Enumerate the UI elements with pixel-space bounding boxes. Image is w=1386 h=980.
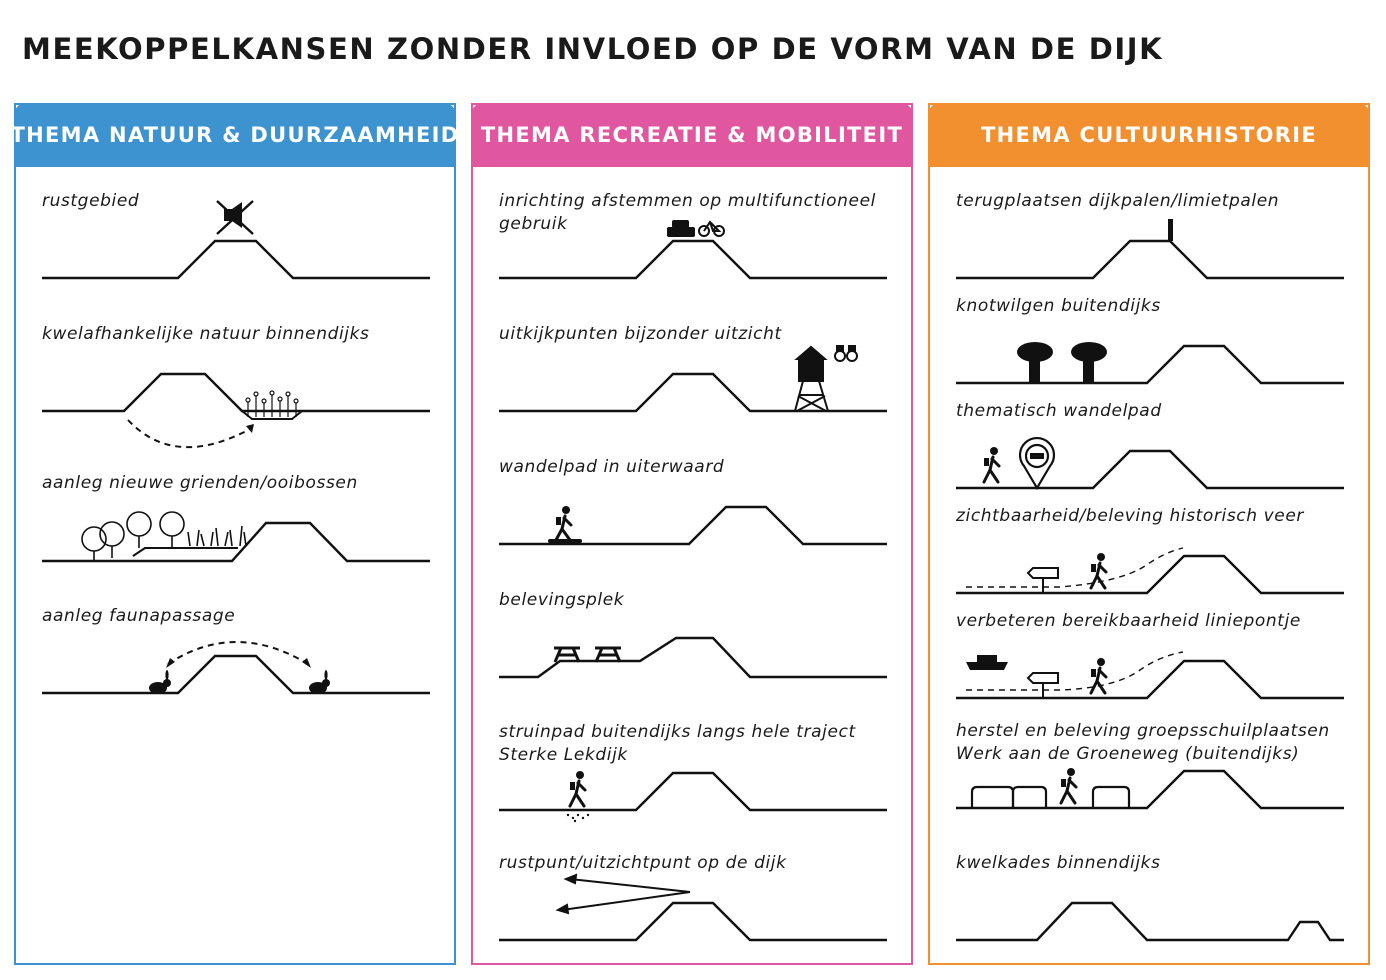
item-label: wandelpad in uiterwaard xyxy=(499,457,725,477)
item-label-line2: Werk aan de Groeneweg (buitendijks) xyxy=(956,744,1300,764)
item-label: terugplaatsen dijkpalen/limietpalen xyxy=(956,191,1280,211)
theme-heading-recreatie: THEMA RECREATIE & MOBILITEIT xyxy=(471,103,913,167)
item-label: kwelafhankelijke natuur binnendijks xyxy=(42,324,370,344)
theme-panel-natuur xyxy=(10,103,460,965)
item-label: zichtbaarheid/beleving historisch veer xyxy=(956,506,1304,526)
theme-panel-cultuurhistorie xyxy=(928,103,1370,965)
item-label: aanleg faunapassage xyxy=(42,606,236,626)
page-title: MEEKOPPELKANSEN ZONDER INVLOED OP DE VORM VAN DE DIJK xyxy=(22,32,1164,66)
item-label: rustpunt/uitzichtpunt op de dijk xyxy=(499,853,787,873)
item-label: knotwilgen buitendijks xyxy=(956,296,1161,316)
item-label: belevingsplek xyxy=(499,590,625,610)
item-label: inrichting afstemmen op multifunctioneel xyxy=(499,191,876,211)
item-label: struinpad buitendijks langs hele traject xyxy=(499,722,856,742)
item-label: thematisch wandelpad xyxy=(956,401,1162,421)
item-label: kwelkades binnendijks xyxy=(956,853,1161,873)
item-label: herstel en beleving groepsschuilplaatsen xyxy=(956,721,1330,741)
item-label-line2: gebruik xyxy=(499,214,568,234)
theme-heading-cultuurhistorie: THEMA CULTUURHISTORIE xyxy=(928,103,1370,167)
item-label: rustgebied xyxy=(42,191,140,211)
item-label-line2: Sterke Lekdijk xyxy=(499,745,628,765)
item-label: uitkijkpunten bijzonder uitzicht xyxy=(499,324,782,344)
item-label: aanleg nieuwe grienden/ooibossen xyxy=(42,473,358,493)
theme-heading-natuur: THEMA NATUUR & DUURZAAMHEID xyxy=(14,103,456,167)
item-label: verbeteren bereikbaarheid liniepontje xyxy=(956,611,1301,631)
